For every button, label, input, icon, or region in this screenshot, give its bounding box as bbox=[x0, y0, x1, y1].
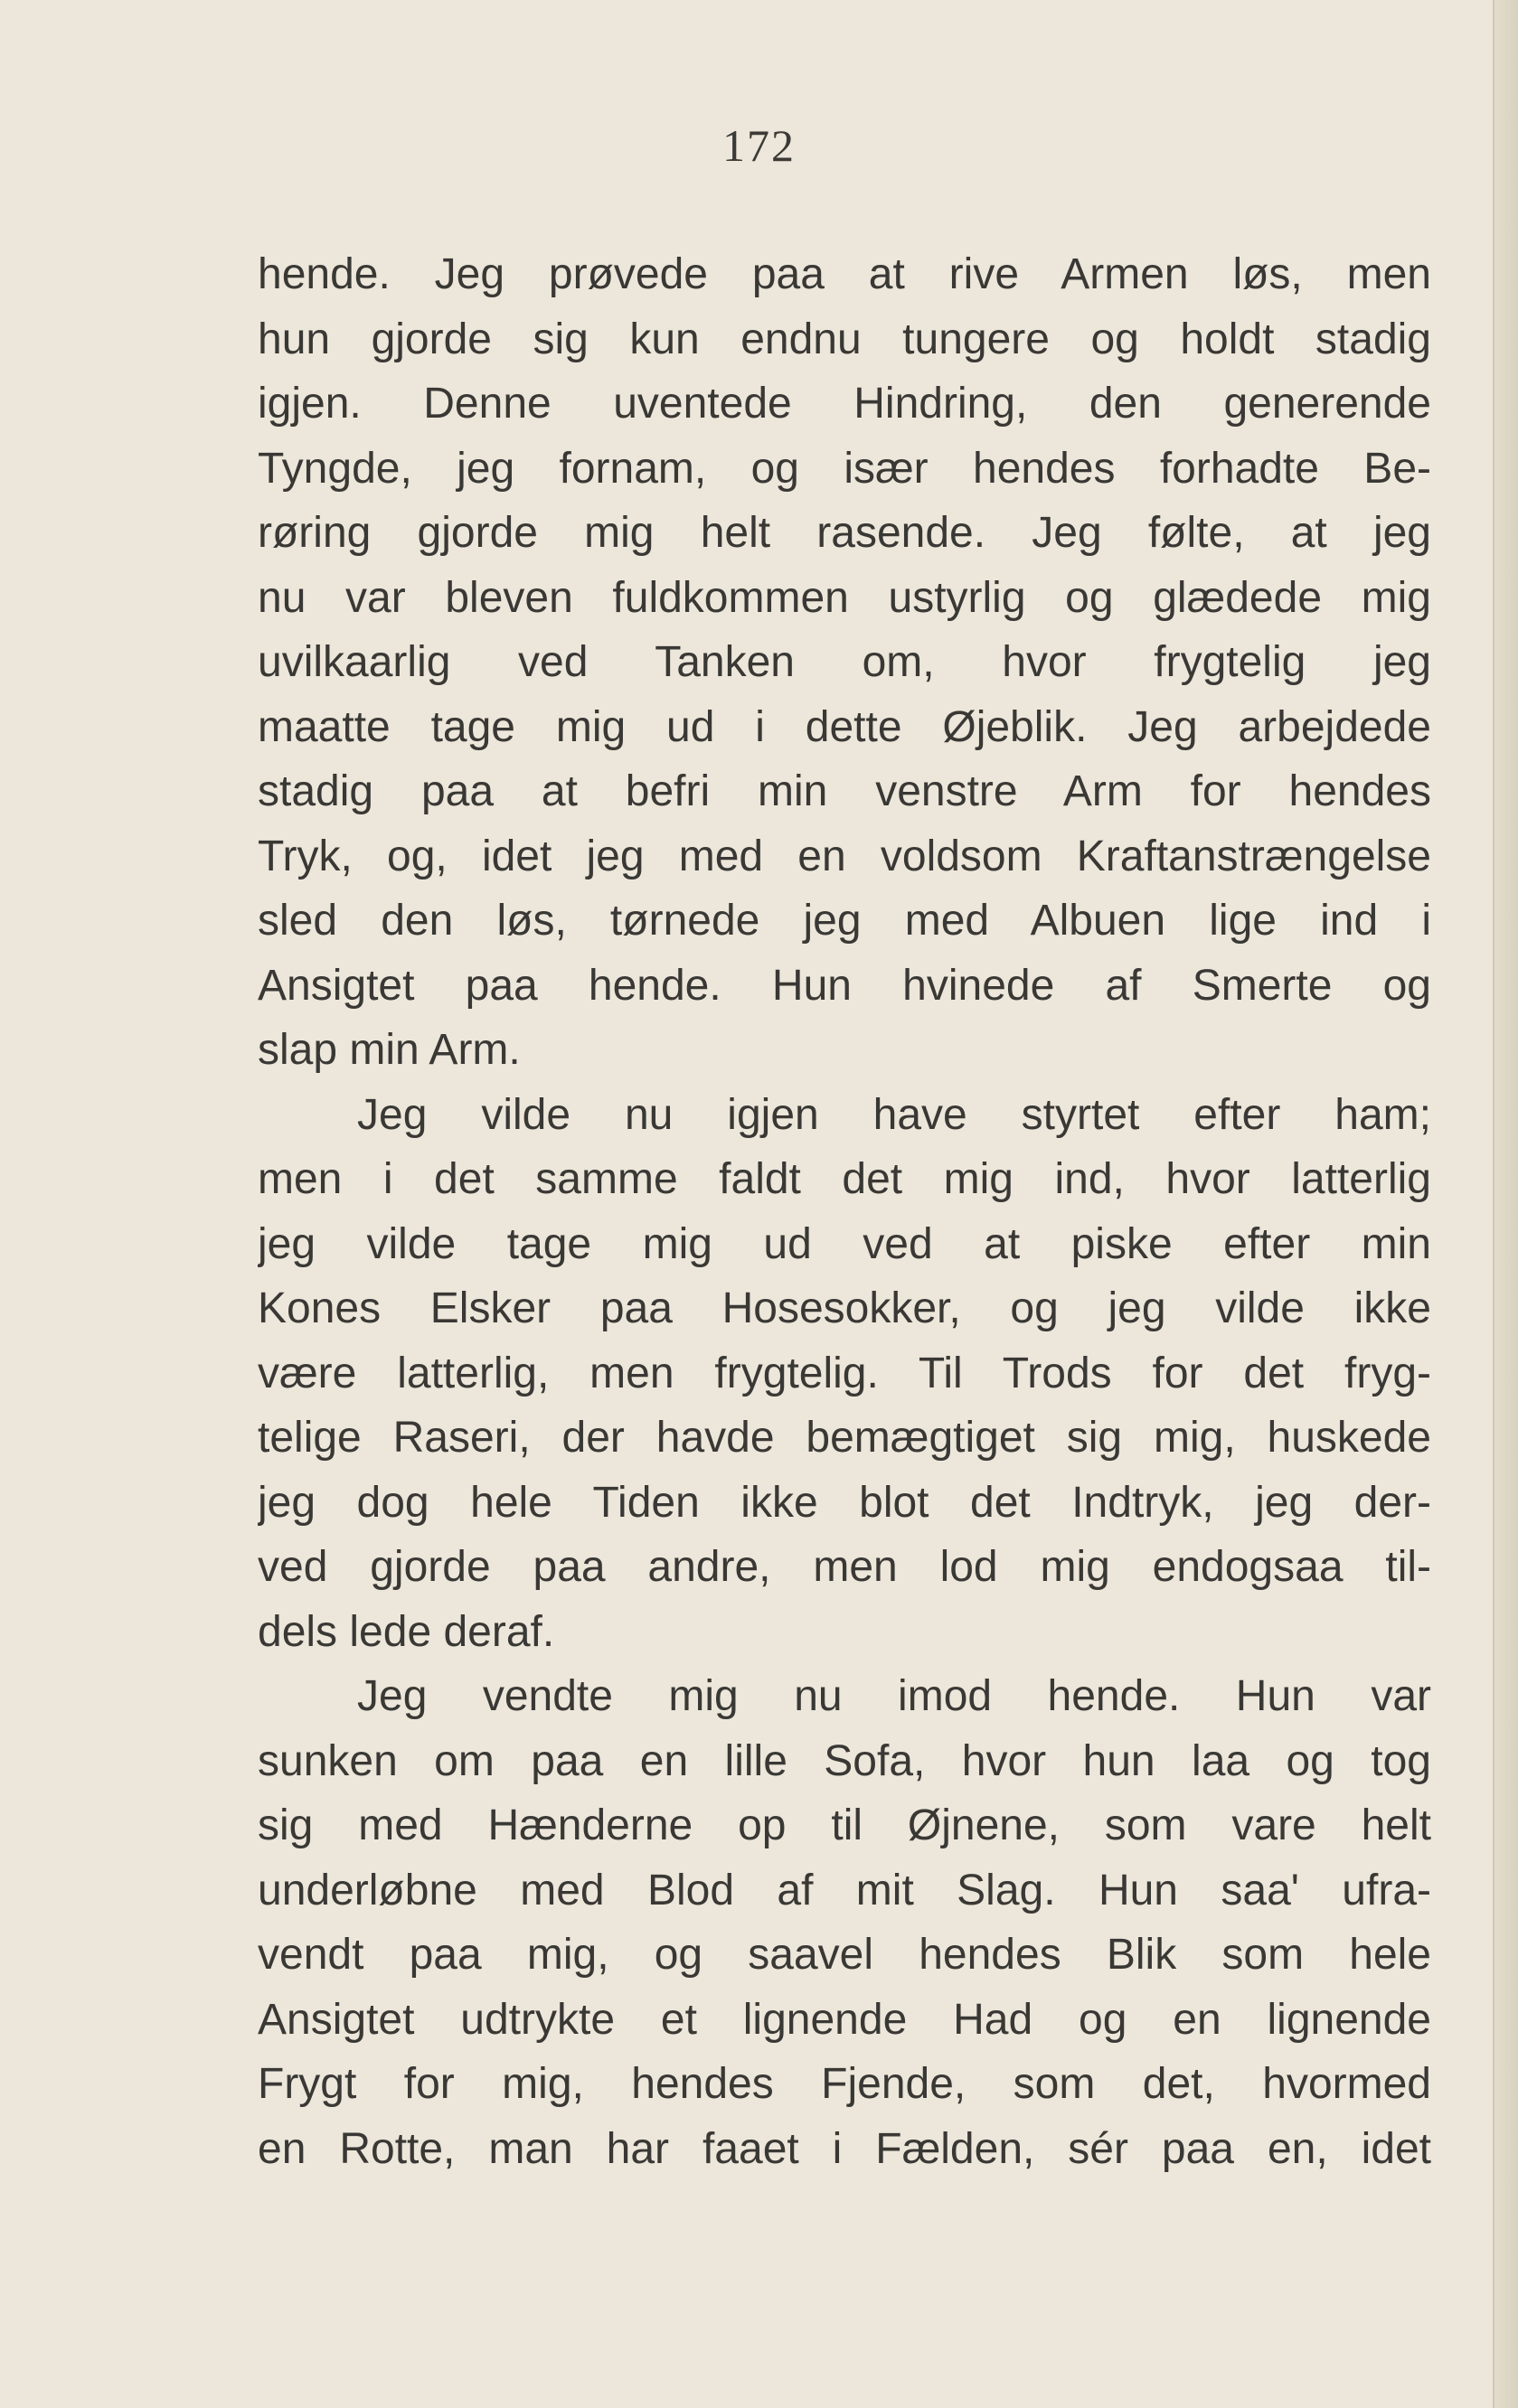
text-line: ved gjorde paa andre, men lod mig endogsaa til- bbox=[258, 1543, 1431, 1591]
text-line: stadig paa at befri min venstre Arm for hendes bbox=[258, 767, 1431, 815]
text-line: maatte tage mig ud i dette Øjeblik. Jeg arbejdede bbox=[258, 702, 1431, 751]
text-line: nu var bleven fuldkommen ustyrlig og glædede mig bbox=[258, 573, 1431, 622]
text-line: Jeg vendte mig nu imod hende. Hun var bbox=[357, 1672, 1431, 1720]
text-line: jeg vilde tage mig ud ved at piske efter min bbox=[258, 1219, 1431, 1268]
text-line: slap min Arm. bbox=[258, 1026, 521, 1074]
text-line: en Rotte, man har faaet i Fælden, sér paa en, idet bbox=[258, 2124, 1431, 2173]
text-line: men i det samme faldt det mig ind, hvor latterlig bbox=[258, 1155, 1431, 1203]
text-line: Tyngde, jeg fornam, og især hendes forhadte Be- bbox=[258, 444, 1431, 493]
text-line: uvilkaarlig ved Tanken om, hvor frygtelig jeg bbox=[258, 638, 1431, 686]
text-line: dels lede deraf. bbox=[258, 1607, 555, 1656]
text-line: telige Raseri, der havde bemægtiget sig mig, huskede bbox=[258, 1414, 1431, 1462]
page-edge bbox=[1493, 0, 1518, 2408]
text-line: sled den løs, tørnede jeg med Albuen lige ind i bbox=[258, 897, 1431, 945]
text-line: hun gjorde sig kun endnu tungere og holdt stadig bbox=[258, 315, 1431, 363]
text-line: hende. Jeg prøvede paa at rive Armen løs, men bbox=[258, 250, 1431, 298]
text-line: være latterlig, men frygtelig. Til Trods for det fryg- bbox=[258, 1349, 1431, 1397]
body-text bbox=[258, 242, 1431, 2181]
text-line: underløbne med Blod af mit Slag. Hun saa' ufra- bbox=[258, 1866, 1431, 1914]
text-line: jeg dog hele Tiden ikke blot det Indtryk, jeg der- bbox=[258, 1478, 1431, 1527]
text-line: Frygt for mig, hendes Fjende, som det, hvormed bbox=[258, 2060, 1431, 2108]
text-line: røring gjorde mig helt rasende. Jeg følte, at jeg bbox=[258, 509, 1431, 557]
text-line: igjen. Denne uventede Hindring, den generende bbox=[258, 380, 1431, 428]
text-line: vendt paa mig, og saavel hendes Blik som hele bbox=[258, 1931, 1431, 1979]
text-line: Ansigtet udtrykte et lignende Had og en lignende bbox=[258, 1995, 1431, 2044]
text-line: Tryk, og, idet jeg med en voldsom Kraftanstrængelse bbox=[258, 832, 1431, 880]
text-line: sunken om paa en lille Sofa, hvor hun laa og tog bbox=[258, 1736, 1431, 1785]
page-number: 172 bbox=[722, 120, 796, 171]
text-line: Jeg vilde nu igjen have styrtet efter ham; bbox=[357, 1090, 1431, 1139]
text-line: sig med Hænderne op til Øjnene, som vare helt bbox=[258, 1801, 1431, 1849]
text-line: Kones Elsker paa Hosesokker, og jeg vilde ikke bbox=[258, 1284, 1431, 1332]
text-line: Ansigtet paa hende. Hun hvinede af Smerte og bbox=[258, 961, 1431, 1010]
